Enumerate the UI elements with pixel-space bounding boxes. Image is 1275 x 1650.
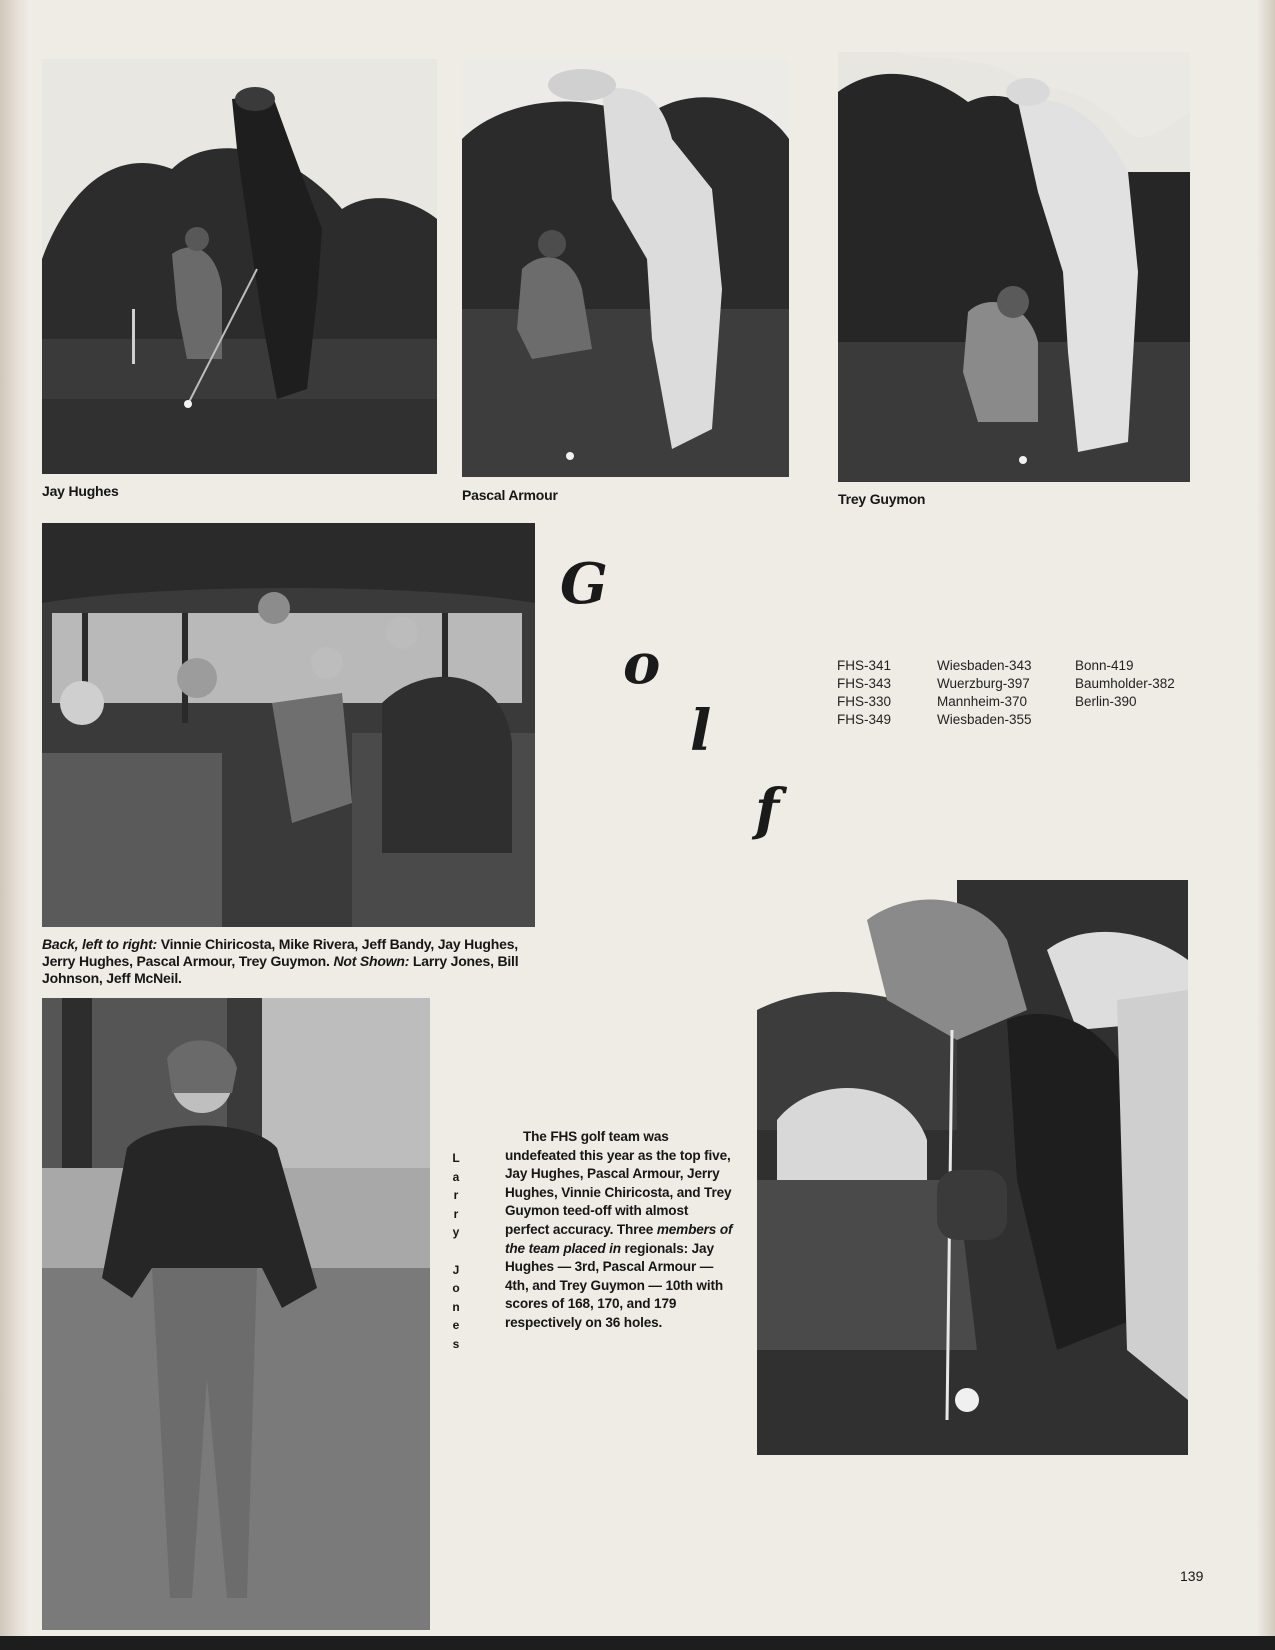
vertical-letter: e xyxy=(452,1318,460,1333)
page-bottom-edge xyxy=(0,1636,1275,1650)
vertical-letter: r xyxy=(453,1206,459,1221)
vertical-letter-gap xyxy=(449,1242,463,1261)
scores-fhs-column xyxy=(837,657,891,729)
photo-jay-hughes-putting xyxy=(42,59,437,474)
scores-opponents-column-1 xyxy=(937,657,1032,729)
vertical-letter: y xyxy=(452,1225,460,1240)
caption-pascal-armour: Pascal Armour xyxy=(462,487,558,503)
caption-team-names: Vinnie Chiricosta, Mike Rivera, Jeff Bandy, Jay Hughes, Jerry Hughes, Pascal Armour, Trey Guymon. xyxy=(42,936,518,969)
story-text-part-1: The FHS golf team was undefeated this year as the top five, Jay Hughes, Pascal Armour, Jerry Hughes, Vinnie Chiricosta, and Trey Guymon teed-off with almost perfect accuracy. Three xyxy=(505,1129,732,1237)
page-number: 139 xyxy=(1180,1568,1204,1584)
title-letter-g: G xyxy=(560,551,608,617)
score-opponent-6: Baumholder-382 xyxy=(1075,676,1175,691)
score-fhs-1: FHS-341 xyxy=(837,658,892,673)
title-letter-o: o xyxy=(623,631,661,697)
story-text-italic: members of the team placed in xyxy=(505,1221,733,1256)
score-opponent-3: Mannheim-370 xyxy=(937,694,1028,709)
title-letter-l: l xyxy=(690,698,712,764)
score-fhs-2: FHS-343 xyxy=(837,676,892,691)
photo-putting-closeup xyxy=(757,880,1188,1455)
scores-opponents-column-2 xyxy=(1075,657,1175,711)
caption-team-roster xyxy=(42,936,532,987)
score-fhs-3: FHS-330 xyxy=(837,694,892,709)
caption-trey-guymon: Trey Guymon xyxy=(838,491,926,507)
vertical-letter: n xyxy=(452,1299,460,1314)
photo-team-on-bus xyxy=(42,523,535,927)
score-fhs-4: FHS-349 xyxy=(837,712,892,727)
vertical-letter: L xyxy=(452,1151,460,1165)
vertical-letter: s xyxy=(452,1336,460,1351)
story-text-part-2: regionals: Jay Hughes — 3rd, Pascal Armour — 4th, and Trey Guymon — 10th with scores of 168, 170, and 179 respectively on 36 holes. xyxy=(505,1240,724,1330)
vertical-letter: o xyxy=(452,1281,460,1296)
vertical-letter: a xyxy=(452,1169,460,1184)
photo-larry-jones xyxy=(42,998,430,1630)
vertical-letter: J xyxy=(452,1262,460,1277)
photo-pascal-armour-putting xyxy=(462,59,789,477)
score-opponent-2: Wuerzburg-397 xyxy=(937,676,1030,691)
score-opponent-5: Bonn-419 xyxy=(1075,658,1134,673)
score-opponent-7: Berlin-390 xyxy=(1075,694,1137,709)
page-edge-shadow xyxy=(1257,0,1275,1650)
photo-trey-guymon-putting xyxy=(838,52,1190,482)
caption-jay-hughes: Jay Hughes xyxy=(42,483,119,499)
story-paragraph xyxy=(505,1128,733,1333)
score-opponent-1: Wiesbaden-343 xyxy=(937,658,1032,673)
title-letter-f: f xyxy=(755,777,780,843)
caption-back-label: Back, left to right: xyxy=(42,936,158,952)
page-gutter-shadow xyxy=(0,0,30,1650)
caption-not-shown-label: Not Shown: xyxy=(333,953,410,969)
score-opponent-4: Wiesbaden-355 xyxy=(937,712,1032,727)
vertical-name-larry-jones xyxy=(449,1149,463,1354)
vertical-letter: r xyxy=(453,1188,459,1203)
caption-not-shown-names: Larry Jones, Bill Johnson, Jeff McNeil. xyxy=(42,953,519,986)
